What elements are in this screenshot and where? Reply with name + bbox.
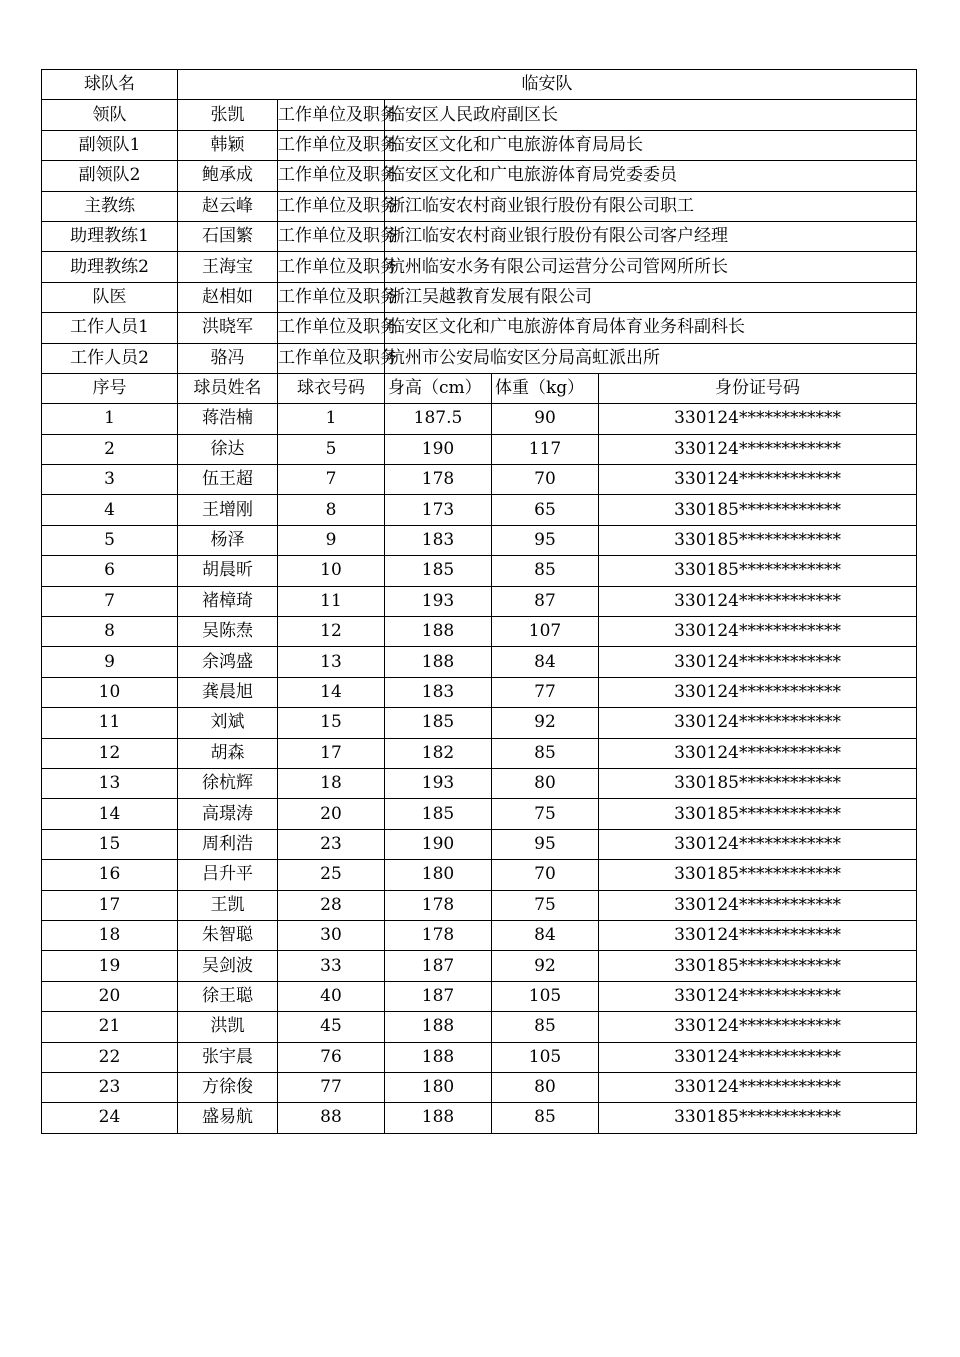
player-row: [42, 434, 917, 464]
player-header-row: [42, 373, 917, 403]
player-height: 180: [385, 1072, 492, 1102]
player-row: [42, 981, 917, 1011]
player-weight: 84: [492, 647, 599, 677]
player-jersey: 20: [278, 799, 385, 829]
player-jersey: 88: [278, 1103, 385, 1133]
staff-row: [42, 282, 917, 312]
player-height: 183: [385, 677, 492, 707]
staff-name: 赵云峰: [178, 191, 278, 221]
player-id: 330124************: [599, 617, 917, 647]
player-height: 187: [385, 951, 492, 981]
player-id: 330124************: [599, 677, 917, 707]
player-jersey: 12: [278, 617, 385, 647]
player-id: 330124************: [599, 1042, 917, 1072]
team-header-label: 球队名: [42, 70, 178, 100]
player-id: 330124************: [599, 647, 917, 677]
player-height: 178: [385, 890, 492, 920]
team-name-row: [42, 70, 917, 100]
staff-name: 韩颖: [178, 130, 278, 160]
player-jersey: 23: [278, 829, 385, 859]
player-id: 330124************: [599, 981, 917, 1011]
col-header-height: 身高（cm）: [385, 373, 492, 403]
player-number: 12: [42, 738, 178, 768]
player-name: 方徐俊: [178, 1072, 278, 1102]
player-name: 余鸿盛: [178, 647, 278, 677]
player-height: 193: [385, 768, 492, 798]
staff-duty-label: 工作单位及职务: [278, 252, 385, 282]
player-weight: 85: [492, 556, 599, 586]
player-weight: 65: [492, 495, 599, 525]
player-height: 185: [385, 708, 492, 738]
staff-row: [42, 221, 917, 251]
player-row: [42, 495, 917, 525]
player-number: 13: [42, 768, 178, 798]
col-header-number: 序号: [42, 373, 178, 403]
player-number: 19: [42, 951, 178, 981]
staff-row: [42, 252, 917, 282]
player-row: [42, 586, 917, 616]
staff-unit: 浙江临安农村商业银行股份有限公司客户经理: [385, 221, 917, 251]
staff-name: 洪晓军: [178, 313, 278, 343]
staff-row: [42, 343, 917, 373]
player-row: [42, 708, 917, 738]
player-number: 17: [42, 890, 178, 920]
staff-unit: 浙江吴越教育发展有限公司: [385, 282, 917, 312]
player-jersey: 9: [278, 525, 385, 555]
player-jersey: 11: [278, 586, 385, 616]
player-row: [42, 890, 917, 920]
player-id: 330124************: [599, 738, 917, 768]
player-weight: 70: [492, 860, 599, 890]
player-row: [42, 677, 917, 707]
staff-name: 张凯: [178, 100, 278, 130]
player-row: [42, 1072, 917, 1102]
player-height: 178: [385, 920, 492, 950]
player-height: 178: [385, 465, 492, 495]
staff-duty-label: 工作单位及职务: [278, 221, 385, 251]
player-jersey: 33: [278, 951, 385, 981]
player-number: 4: [42, 495, 178, 525]
player-jersey: 76: [278, 1042, 385, 1072]
player-row: [42, 1012, 917, 1042]
player-jersey: 8: [278, 495, 385, 525]
player-height: 187.5: [385, 404, 492, 434]
player-height: 183: [385, 525, 492, 555]
roster-body: [42, 70, 917, 1134]
player-jersey: 18: [278, 768, 385, 798]
staff-row: [42, 100, 917, 130]
player-id: 330185************: [599, 495, 917, 525]
staff-unit: 临安区文化和广电旅游体育局局长: [385, 130, 917, 160]
player-name: 洪凯: [178, 1012, 278, 1042]
player-jersey: 45: [278, 1012, 385, 1042]
player-jersey: 15: [278, 708, 385, 738]
player-row: [42, 617, 917, 647]
player-height: 188: [385, 647, 492, 677]
staff-duty-label: 工作单位及职务: [278, 343, 385, 373]
player-number: 24: [42, 1103, 178, 1133]
player-weight: 85: [492, 1012, 599, 1042]
staff-duty-label: 工作单位及职务: [278, 313, 385, 343]
player-weight: 84: [492, 920, 599, 950]
player-number: 5: [42, 525, 178, 555]
player-weight: 87: [492, 586, 599, 616]
player-weight: 95: [492, 829, 599, 859]
staff-row: [42, 130, 917, 160]
staff-duty-label: 工作单位及职务: [278, 282, 385, 312]
player-number: 7: [42, 586, 178, 616]
staff-name: 王海宝: [178, 252, 278, 282]
player-id: 330124************: [599, 890, 917, 920]
staff-unit: 临安区文化和广电旅游体育局党委委员: [385, 161, 917, 191]
player-id: 330185************: [599, 525, 917, 555]
staff-row: [42, 313, 917, 343]
staff-duty-label: 工作单位及职务: [278, 161, 385, 191]
col-header-weight: 体重（kg）: [492, 373, 599, 403]
player-name: 高璟涛: [178, 799, 278, 829]
player-id: 330124************: [599, 708, 917, 738]
player-height: 188: [385, 1042, 492, 1072]
player-weight: 92: [492, 708, 599, 738]
player-weight: 95: [492, 525, 599, 555]
staff-role: 助理教练1: [42, 221, 178, 251]
player-row: [42, 951, 917, 981]
player-name: 褚樟琦: [178, 586, 278, 616]
player-jersey: 40: [278, 981, 385, 1011]
player-row: [42, 1103, 917, 1133]
player-weight: 105: [492, 1042, 599, 1072]
player-jersey: 5: [278, 434, 385, 464]
player-weight: 80: [492, 768, 599, 798]
player-weight: 77: [492, 677, 599, 707]
player-jersey: 1: [278, 404, 385, 434]
player-name: 徐王聪: [178, 981, 278, 1011]
player-weight: 75: [492, 890, 599, 920]
player-number: 16: [42, 860, 178, 890]
player-height: 185: [385, 556, 492, 586]
staff-role: 主教练: [42, 191, 178, 221]
team-roster-table: [41, 69, 917, 1134]
player-name: 张宇晨: [178, 1042, 278, 1072]
player-jersey: 14: [278, 677, 385, 707]
player-number: 1: [42, 404, 178, 434]
player-weight: 75: [492, 799, 599, 829]
player-row: [42, 525, 917, 555]
staff-unit: 临安区文化和广电旅游体育局体育业务科副科长: [385, 313, 917, 343]
player-id: 330124************: [599, 920, 917, 950]
player-number: 23: [42, 1072, 178, 1102]
player-weight: 107: [492, 617, 599, 647]
player-row: [42, 738, 917, 768]
player-id: 330124************: [599, 465, 917, 495]
staff-name: 石国繁: [178, 221, 278, 251]
staff-unit: 杭州市公安局临安区分局高虹派出所: [385, 343, 917, 373]
staff-name: 骆冯: [178, 343, 278, 373]
staff-role: 工作人员1: [42, 313, 178, 343]
player-height: 187: [385, 981, 492, 1011]
player-number: 22: [42, 1042, 178, 1072]
staff-role: 队医: [42, 282, 178, 312]
player-name: 胡晨昕: [178, 556, 278, 586]
staff-role: 助理教练2: [42, 252, 178, 282]
player-id: 330185************: [599, 951, 917, 981]
player-id: 330124************: [599, 1012, 917, 1042]
staff-duty-label: 工作单位及职务: [278, 191, 385, 221]
staff-role: 副领队1: [42, 130, 178, 160]
team-name: 临安队: [178, 70, 917, 100]
player-name: 王凯: [178, 890, 278, 920]
player-name: 吕升平: [178, 860, 278, 890]
player-id: 330124************: [599, 829, 917, 859]
staff-unit: 杭州临安水务有限公司运营分公司管网所所长: [385, 252, 917, 282]
player-height: 188: [385, 1103, 492, 1133]
player-row: [42, 768, 917, 798]
staff-name: 鲍承成: [178, 161, 278, 191]
player-weight: 85: [492, 738, 599, 768]
player-number: 6: [42, 556, 178, 586]
player-id: 330185************: [599, 1103, 917, 1133]
player-name: 吴陈焘: [178, 617, 278, 647]
player-row: [42, 404, 917, 434]
col-header-jersey: 球衣号码: [278, 373, 385, 403]
player-name: 吴剑波: [178, 951, 278, 981]
player-number: 14: [42, 799, 178, 829]
player-id: 330185************: [599, 768, 917, 798]
player-number: 8: [42, 617, 178, 647]
player-number: 3: [42, 465, 178, 495]
staff-name: 赵相如: [178, 282, 278, 312]
player-name: 伍王超: [178, 465, 278, 495]
player-row: [42, 799, 917, 829]
col-header-name: 球员姓名: [178, 373, 278, 403]
player-jersey: 28: [278, 890, 385, 920]
player-number: 20: [42, 981, 178, 1011]
player-jersey: 25: [278, 860, 385, 890]
player-name: 杨泽: [178, 525, 278, 555]
player-id: 330124************: [599, 404, 917, 434]
player-row: [42, 647, 917, 677]
player-id: 330124************: [599, 1072, 917, 1102]
col-header-id: 身份证号码: [599, 373, 917, 403]
player-number: 21: [42, 1012, 178, 1042]
player-name: 盛易航: [178, 1103, 278, 1133]
staff-role: 领队: [42, 100, 178, 130]
player-weight: 92: [492, 951, 599, 981]
staff-duty-label: 工作单位及职务: [278, 100, 385, 130]
staff-role: 副领队2: [42, 161, 178, 191]
player-row: [42, 556, 917, 586]
player-row: [42, 829, 917, 859]
player-weight: 117: [492, 434, 599, 464]
staff-duty-label: 工作单位及职务: [278, 130, 385, 160]
player-name: 徐杭辉: [178, 768, 278, 798]
staff-row: [42, 161, 917, 191]
player-name: 刘斌: [178, 708, 278, 738]
player-jersey: 17: [278, 738, 385, 768]
staff-row: [42, 191, 917, 221]
player-id: 330185************: [599, 799, 917, 829]
player-jersey: 77: [278, 1072, 385, 1102]
player-height: 180: [385, 860, 492, 890]
player-number: 18: [42, 920, 178, 950]
player-weight: 80: [492, 1072, 599, 1102]
player-height: 188: [385, 617, 492, 647]
player-id: 330185************: [599, 860, 917, 890]
player-weight: 85: [492, 1103, 599, 1133]
player-name: 胡森: [178, 738, 278, 768]
player-jersey: 30: [278, 920, 385, 950]
player-row: [42, 920, 917, 950]
player-row: [42, 1042, 917, 1072]
player-height: 185: [385, 799, 492, 829]
player-height: 182: [385, 738, 492, 768]
player-height: 173: [385, 495, 492, 525]
player-row: [42, 465, 917, 495]
player-weight: 70: [492, 465, 599, 495]
player-height: 190: [385, 829, 492, 859]
player-number: 11: [42, 708, 178, 738]
player-id: 330185************: [599, 556, 917, 586]
player-id: 330124************: [599, 586, 917, 616]
staff-unit: 浙江临安农村商业银行股份有限公司职工: [385, 191, 917, 221]
player-name: 朱智聪: [178, 920, 278, 950]
player-row: [42, 860, 917, 890]
player-height: 188: [385, 1012, 492, 1042]
player-number: 15: [42, 829, 178, 859]
player-jersey: 10: [278, 556, 385, 586]
player-number: 2: [42, 434, 178, 464]
player-weight: 90: [492, 404, 599, 434]
player-number: 9: [42, 647, 178, 677]
staff-role: 工作人员2: [42, 343, 178, 373]
player-name: 徐达: [178, 434, 278, 464]
player-name: 王增刚: [178, 495, 278, 525]
player-name: 周利浩: [178, 829, 278, 859]
player-height: 193: [385, 586, 492, 616]
staff-unit: 临安区人民政府副区长: [385, 100, 917, 130]
player-height: 190: [385, 434, 492, 464]
player-number: 10: [42, 677, 178, 707]
player-id: 330124************: [599, 434, 917, 464]
player-name: 蒋浩楠: [178, 404, 278, 434]
player-jersey: 13: [278, 647, 385, 677]
player-jersey: 7: [278, 465, 385, 495]
player-weight: 105: [492, 981, 599, 1011]
player-name: 龚晨旭: [178, 677, 278, 707]
